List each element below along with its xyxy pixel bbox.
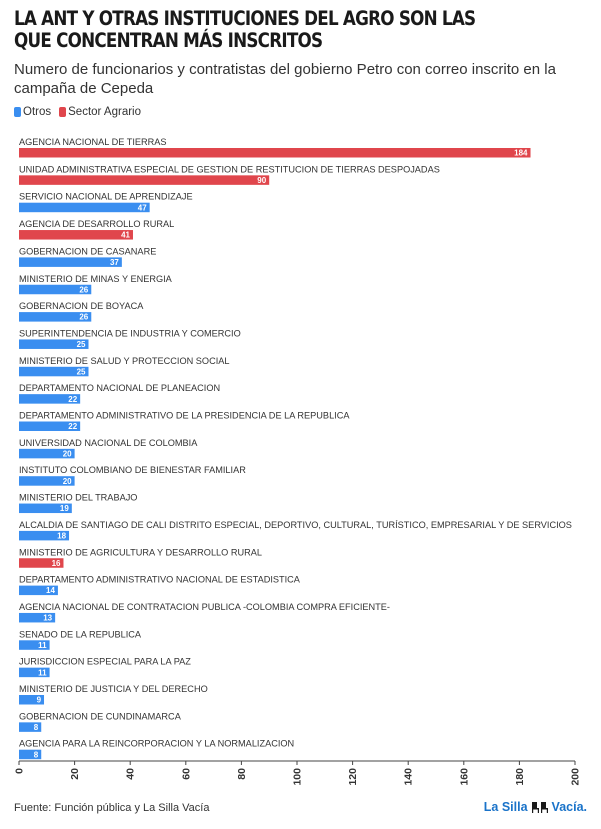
value-label-unidad-administrativa-especial-de-gestion-de-res: 90 bbox=[257, 175, 267, 185]
category-label-ministerio-de-agricultura-y-desarrollo-rural: MINISTERIO DE AGRICULTURA Y DESARROLLO RURAL bbox=[19, 547, 263, 558]
value-label-ministerio-de-salud-y-proteccion-social: 25 bbox=[76, 367, 86, 377]
x-tick-label-140: 140 bbox=[402, 768, 415, 786]
category-label-universidad-nacional-de-colombia: UNIVERSIDAD NACIONAL DE COLOMBIA bbox=[19, 437, 198, 448]
category-label-agencia-para-la-reincorporacion-y-la-normalizaci: AGENCIA PARA LA REINCORPORACION Y LA NORMALIZACION bbox=[19, 738, 295, 749]
value-label-instituto-colombiano-de-bienestar-familiar: 20 bbox=[62, 476, 72, 486]
x-tick-label-120: 120 bbox=[347, 768, 360, 786]
bar-gobernacion-de-casanare bbox=[19, 257, 122, 267]
category-label-departamento-administrativo-de-la-presidencia-de: DEPARTAMENTO ADMINISTRATIVO DE LA PRESIDENCIA DE LA REPUBLICA bbox=[19, 410, 350, 421]
value-label-superintendencia-de-industria-y-comercio: 25 bbox=[76, 340, 86, 350]
category-label-gobernacion-de-cundinamarca: GOBERNACION DE CUNDINAMARCA bbox=[19, 711, 181, 722]
value-label-agencia-nacional-de-contratacion-publica-colombi: 13 bbox=[43, 613, 53, 623]
category-label-servicio-nacional-de-aprendizaje: SERVICIO NACIONAL DE APRENDIZAJE bbox=[19, 191, 193, 202]
category-label-unidad-administrativa-especial-de-gestion-de-res: UNIDAD ADMINISTRATIVA ESPECIAL DE GESTION DE RESTITUCION DE TIERRAS DESPOJADAS bbox=[19, 164, 440, 175]
x-tick-label-100: 100 bbox=[291, 768, 304, 786]
category-label-agencia-nacional-de-contratacion-publica-colombi: AGENCIA NACIONAL DE CONTRATACION PUBLICA -COLOMBIA COMPRA EFICIENTE- bbox=[19, 601, 390, 612]
value-label-agencia-nacional-de-tierras: 184 bbox=[514, 148, 528, 158]
value-label-departamento-administrativo-nacional-de-estadist: 14 bbox=[46, 586, 55, 596]
category-label-senado-de-la-republica: SENADO DE LA REPUBLICA bbox=[19, 629, 142, 640]
value-label-departamento-nacional-de-planeacion: 22 bbox=[68, 394, 78, 404]
x-tick-label-160: 160 bbox=[458, 768, 471, 786]
chart-title: LA ANT Y OTRAS INSTITUCIONES DEL AGRO SON LAS QUE CONCENTRAN MÁS INSCRITOS bbox=[14, 7, 476, 52]
category-label-departamento-administrativo-nacional-de-estadist: DEPARTAMENTO ADMINISTRATIVO NACIONAL DE ESTADISTICA bbox=[19, 574, 300, 585]
value-label-agencia-para-la-reincorporacion-y-la-normalizaci: 8 bbox=[33, 750, 39, 760]
value-label-departamento-administrativo-de-la-presidencia-de: 22 bbox=[68, 422, 78, 432]
category-label-gobernacion-de-casanare: GOBERNACION DE CASANARE bbox=[19, 246, 157, 257]
category-label-ministerio-del-trabajo: MINISTERIO DEL TRABAJO bbox=[19, 492, 138, 503]
legend-label-sector-agrario: Sector Agrario bbox=[68, 106, 141, 118]
x-tick-label-80: 80 bbox=[235, 768, 248, 780]
value-label-gobernacion-de-cundinamarca: 8 bbox=[33, 722, 39, 732]
category-label-departamento-nacional-de-planeacion: DEPARTAMENTO NACIONAL DE PLANEACION bbox=[19, 383, 221, 394]
chair-icon bbox=[531, 801, 549, 813]
legend-label-otros: Otros bbox=[23, 106, 52, 118]
category-label-agencia-de-desarrollo-rural: AGENCIA DE DESARROLLO RURAL bbox=[19, 219, 175, 230]
value-label-universidad-nacional-de-colombia: 20 bbox=[62, 449, 72, 459]
x-tick-label-0: 0 bbox=[13, 768, 26, 774]
x-tick-label-180: 180 bbox=[513, 768, 526, 786]
value-label-ministerio-de-minas-y-energia: 26 bbox=[79, 285, 89, 295]
value-label-agencia-de-desarrollo-rural: 41 bbox=[121, 230, 130, 240]
chart-subtitle: Numero de funcionarios y contratistas del gobierno Petro con correo inscrito en la campaña de Cepeda bbox=[14, 61, 556, 97]
x-tick-label-200: 200 bbox=[569, 768, 582, 786]
value-label-jurisdiccion-especial-para-la-paz: 11 bbox=[38, 668, 47, 678]
source-note: Fuente: Función pública y La Silla Vacía bbox=[14, 802, 210, 814]
category-label-alcaldia-de-santiago-de-cali-distrito-especial-d: ALCALDIA DE SANTIAGO DE CALI DISTRITO ESPECIAL, DEPORTIVO, CULTURAL, TURÍSTICO, EMPRESARIAL Y DE SERVICIOS bbox=[19, 519, 572, 530]
brand-name-right: Vacía. bbox=[551, 800, 587, 814]
category-label-agencia-nacional-de-tierras: AGENCIA NACIONAL DE TIERRAS bbox=[19, 137, 167, 147]
value-label-ministerio-de-justicia-y-del-derecho: 9 bbox=[36, 695, 42, 705]
category-label-ministerio-de-justicia-y-del-derecho: MINISTERIO DE JUSTICIA Y DEL DERECHO bbox=[19, 684, 208, 694]
category-label-superintendencia-de-industria-y-comercio: SUPERINTENDENCIA DE INDUSTRIA Y COMERCIO bbox=[19, 328, 241, 339]
value-label-gobernacion-de-boyaca: 26 bbox=[79, 312, 89, 322]
value-label-servicio-nacional-de-aprendizaje: 47 bbox=[137, 203, 147, 213]
category-label-instituto-colombiano-de-bienestar-familiar: INSTITUTO COLOMBIANO DE BIENESTAR FAMILIAR bbox=[19, 465, 246, 476]
brand-name-left: La Silla bbox=[483, 800, 528, 814]
x-tick-label-60: 60 bbox=[180, 768, 193, 780]
category-label-ministerio-de-minas-y-energia: MINISTERIO DE MINAS Y ENERGIA bbox=[19, 273, 172, 284]
category-label-jurisdiccion-especial-para-la-paz: JURISDICCION ESPECIAL PARA LA PAZ bbox=[19, 656, 191, 667]
value-label-alcaldia-de-santiago-de-cali-distrito-especial-d: 18 bbox=[57, 531, 67, 541]
value-label-gobernacion-de-casanare: 37 bbox=[109, 258, 119, 267]
value-label-ministerio-del-trabajo: 19 bbox=[59, 504, 69, 514]
bar-unidad-administrativa-especial-de-gestion-de-res bbox=[19, 175, 269, 185]
bar-agencia-de-desarrollo-rural bbox=[19, 230, 133, 240]
brand-logo bbox=[484, 800, 587, 814]
category-label-gobernacion-de-boyaca: GOBERNACION DE BOYACA bbox=[19, 301, 144, 312]
value-label-senado-de-la-republica: 11 bbox=[38, 640, 47, 650]
bar-servicio-nacional-de-aprendizaje bbox=[19, 203, 150, 213]
x-tick-label-40: 40 bbox=[124, 768, 137, 780]
category-label-ministerio-de-salud-y-proteccion-social: MINISTERIO DE SALUD Y PROTECCION SOCIAL bbox=[19, 355, 230, 366]
x-tick-label-20: 20 bbox=[69, 768, 82, 780]
bar-agencia-nacional-de-tierras bbox=[19, 148, 531, 158]
value-label-ministerio-de-agricultura-y-desarrollo-rural: 16 bbox=[51, 558, 61, 568]
